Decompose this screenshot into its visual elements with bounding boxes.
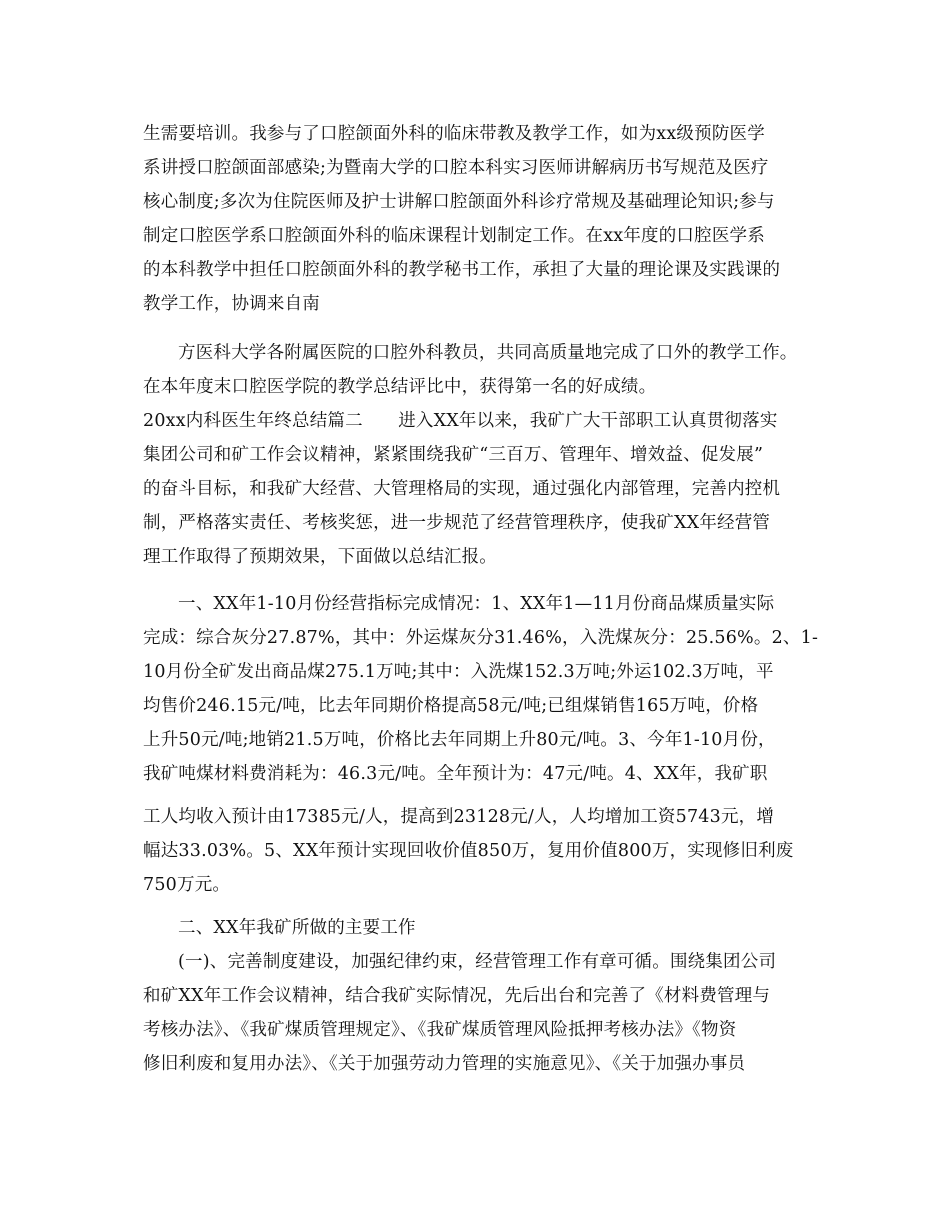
text-line: 工人均收入预计由17385元/人，提高到23128元/人，人均增加工资5743元，增 bbox=[143, 807, 775, 827]
text-line: 制，严格落实责任、考核奖惩，进一步规范了经营管理秩序，使我矿XX年经营管 bbox=[143, 513, 771, 533]
text-line: 在本年度末口腔医学院的教学总结评比中，获得第一名的好成绩。 bbox=[143, 377, 657, 397]
text-line: 修旧利废和复用办法》、《关于加强劳动力管理的实施意见》、《关于加强办事员 bbox=[143, 1054, 746, 1074]
text-line: 我矿吨煤材料费消耗为：46.3元/吨。全年预计为：47元/吨。4、XX年，我矿职 bbox=[143, 764, 768, 784]
text-line: 的本科教学中担任口腔颌面外科的教学秘书工作，承担了大量的理论课及实践课的 bbox=[143, 260, 781, 280]
text-line: 核心制度;多次为住院医师及护士讲解口腔颌面外科诊疗常规及基础理论知识;参与 bbox=[143, 192, 775, 212]
text-line: 幅达33.03%。5、XX年预计实现回收价值850万，复用价值800万，实现修旧利废 bbox=[143, 841, 794, 861]
text-line: 均售价246.15元/吨，比去年同期价格提高58元/吨;已组煤销售165万吨，价格 bbox=[143, 696, 759, 716]
text-line: 生需要培训。我参与了口腔颌面外科的临床带教及教学工作，如为xx级预防医学 bbox=[143, 124, 765, 144]
text-line: 系讲授口腔颌面部感染;为暨南大学的口腔本科实习医师讲解病历书写规范及医疗 bbox=[143, 158, 769, 178]
text-line: 和矿XX年工作会议精神，结合我矿实际情况，先后出台和完善了《材料费管理与 bbox=[143, 986, 771, 1006]
text-line: 集团公司和矿工作会议精神，紧紧围绕我矿“三百万、管理年、增效益、促发展” bbox=[143, 445, 764, 465]
text-line: (一)、完善制度建设，加强纪律约束，经营管理工作有章可循。围绕集团公司 bbox=[178, 952, 777, 972]
text-line: 完成：综合灰分27.87%，其中：外运煤灰分31.46%，入洗煤灰分：25.56%。2、1- bbox=[143, 628, 819, 648]
text-line: 制定口腔医学系口腔颌面外科的临床课程计划制定工作。在xx年度的口腔医学系 bbox=[143, 226, 765, 246]
text-line: 理工作取得了预期效果，下面做以总结汇报。 bbox=[143, 547, 497, 567]
text-line: 10月份全矿发出商品煤275.1万吨;其中：入洗煤152.3万吨;外运102.3万吨，平 bbox=[143, 662, 774, 682]
section-heading-line: 二、XX年我矿所做的主要工作 bbox=[178, 918, 416, 938]
text-line: 考核办法》、《我矿煤质管理规定》、《我矿煤质管理风险抵押考核办法》《物资 bbox=[143, 1020, 737, 1040]
text-line: 750万元。 bbox=[143, 875, 231, 895]
section-heading-line: 20xx内科医生年终总结篇二 进入XX年以来，我矿广大干部职工认真贯彻落实 bbox=[143, 411, 778, 431]
text-line: 一、XX年1-10月份经营指标完成情况：1、XX年1—11月份商品煤质量实际 bbox=[178, 594, 775, 614]
text-line: 的奋斗目标，和我矿大经营、大管理格局的实现，通过强化内部管理，完善内控机 bbox=[143, 479, 781, 499]
text-line: 方医科大学各附属医院的口腔外科教员，共同高质量地完成了口外的教学工作。 bbox=[178, 343, 798, 363]
text-line: 教学工作，协调来自南 bbox=[143, 294, 320, 314]
text-line: 上升50元/吨;地销21.5万吨，价格比去年同期上升80元/吨。3、今年1-10月份， bbox=[143, 730, 776, 750]
